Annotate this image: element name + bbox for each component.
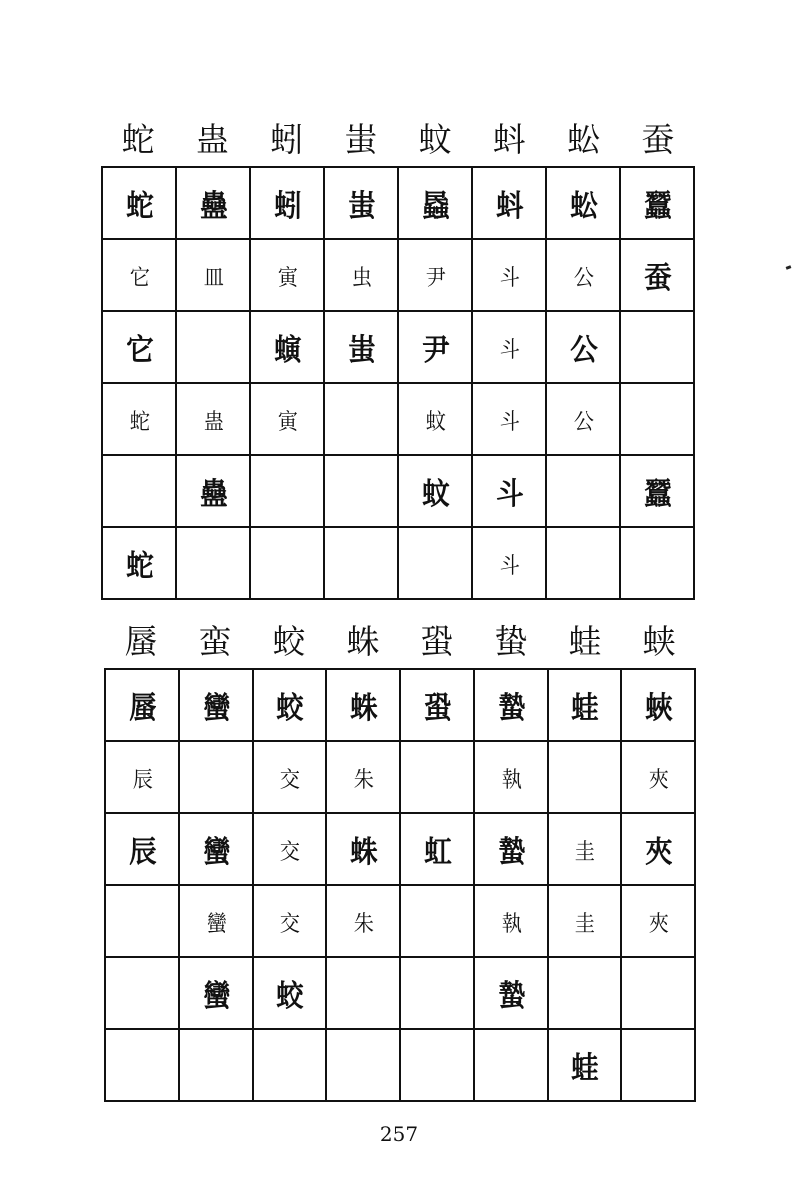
glyph-cell bbox=[102, 167, 176, 239]
ancient-glyph: 它 bbox=[126, 333, 152, 368]
ancient-glyph: 執 bbox=[501, 911, 520, 937]
glyph-cell bbox=[179, 885, 253, 957]
glyph-cell bbox=[250, 383, 324, 455]
column-header: 蛙 bbox=[568, 622, 602, 661]
glyph-cell bbox=[250, 455, 324, 527]
glyph-cell bbox=[250, 527, 324, 599]
glyph-cell bbox=[179, 741, 253, 813]
glyph-cell bbox=[179, 813, 253, 885]
ancient-glyph: 蛛 bbox=[350, 691, 377, 726]
glyph-cell bbox=[400, 741, 474, 813]
ancient-glyph: 尹 bbox=[425, 265, 445, 291]
glyph-cell bbox=[176, 455, 250, 527]
column-header: 蛱 bbox=[642, 622, 676, 661]
ancient-glyph: 蠻 bbox=[202, 691, 229, 726]
ancient-glyph: 圭 bbox=[575, 839, 594, 865]
glyph-cell bbox=[472, 527, 546, 599]
ancient-glyph: 蚣 bbox=[570, 189, 596, 224]
table-row bbox=[102, 311, 694, 383]
column-header: 蚩 bbox=[344, 120, 378, 159]
glyph-cell bbox=[324, 167, 398, 239]
ancient-glyph: 蛟 bbox=[276, 691, 303, 726]
glyph-cell bbox=[620, 239, 694, 311]
ancient-glyph: 蛛 bbox=[350, 835, 377, 870]
table-row bbox=[102, 383, 694, 455]
ancient-glyph: 蟄 bbox=[497, 835, 524, 870]
ancient-glyph: 蠶 bbox=[644, 477, 670, 512]
ancient-glyph: 斗 bbox=[496, 477, 522, 512]
ancient-glyph: 蟄 bbox=[497, 979, 524, 1014]
glyph-cell bbox=[620, 527, 694, 599]
glyph-cell bbox=[253, 957, 327, 1029]
glyph-cell bbox=[621, 813, 695, 885]
ancient-glyph: 寅 bbox=[277, 265, 297, 291]
glyph-cell bbox=[400, 813, 474, 885]
glyph-cell bbox=[474, 813, 548, 885]
table-row bbox=[105, 741, 695, 813]
glyph-cell bbox=[474, 957, 548, 1029]
column-header: 蚕 bbox=[641, 120, 675, 159]
ancient-glyph: 皿 bbox=[203, 265, 223, 291]
column-header: 蜃 bbox=[124, 622, 158, 661]
ancient-glyph: 蠻 bbox=[202, 979, 229, 1014]
top-header-row bbox=[101, 118, 695, 166]
glyph-cell bbox=[398, 455, 472, 527]
glyph-cell bbox=[176, 167, 250, 239]
ancient-glyph: 公 bbox=[570, 333, 596, 368]
glyph-cell bbox=[546, 167, 620, 239]
ancient-glyph: 斗 bbox=[499, 265, 519, 291]
glyph-cell bbox=[102, 383, 176, 455]
glyph-cell bbox=[324, 527, 398, 599]
column-header: 蛛 bbox=[346, 622, 380, 661]
ancient-glyph: 斗 bbox=[499, 337, 519, 363]
ancient-glyph: 斗 bbox=[499, 409, 519, 435]
glyph-cell bbox=[400, 957, 474, 1029]
glyph-cell bbox=[253, 741, 327, 813]
glyph-cell bbox=[400, 669, 474, 741]
glyph-cell bbox=[253, 1029, 327, 1101]
ancient-glyph: 蚓 bbox=[274, 189, 300, 224]
glyph-cell bbox=[621, 885, 695, 957]
glyph-cell bbox=[548, 957, 622, 1029]
page-number: 257 bbox=[379, 1122, 419, 1146]
glyph-cell bbox=[176, 383, 250, 455]
ancient-glyph: 朱 bbox=[353, 767, 373, 793]
glyph-cell bbox=[548, 1029, 622, 1101]
column-header: 蛟 bbox=[272, 622, 306, 661]
ancient-glyph: 蠻 bbox=[206, 911, 225, 937]
column-header: 蛮 bbox=[198, 622, 232, 661]
ancient-glyph: 朱 bbox=[353, 911, 373, 937]
ancient-glyph: 它 bbox=[129, 265, 149, 291]
glyph-cell bbox=[620, 167, 694, 239]
glyph-cell bbox=[620, 383, 694, 455]
glyph-cell bbox=[250, 239, 324, 311]
glyph-cell bbox=[253, 669, 327, 741]
glyph-cell bbox=[472, 311, 546, 383]
ancient-glyph: 蛩 bbox=[423, 691, 450, 726]
glyph-cell bbox=[326, 885, 400, 957]
ancient-glyph: 圭 bbox=[575, 911, 594, 937]
glyph-cell bbox=[179, 1029, 253, 1101]
ancient-glyph: 蟄 bbox=[497, 691, 524, 726]
glyph-cell bbox=[105, 1029, 179, 1101]
glyph-cell bbox=[621, 1029, 695, 1101]
ancient-glyph: 辰 bbox=[128, 835, 155, 870]
ancient-glyph: 蛇 bbox=[129, 409, 149, 435]
glyph-cell bbox=[398, 311, 472, 383]
ancient-glyph: 蛟 bbox=[276, 979, 303, 1014]
glyph-cell bbox=[253, 813, 327, 885]
glyph-cell bbox=[102, 527, 176, 599]
ancient-glyph: 蠱 bbox=[200, 477, 226, 512]
glyph-cell bbox=[326, 813, 400, 885]
table-row bbox=[105, 669, 695, 741]
glyph-cell bbox=[176, 527, 250, 599]
ancient-glyph: 夾 bbox=[648, 767, 668, 793]
glyph-cell bbox=[398, 239, 472, 311]
bottom-header-row bbox=[104, 620, 696, 668]
column-header: 蚓 bbox=[270, 120, 304, 159]
table-row bbox=[102, 527, 694, 599]
glyph-cell bbox=[474, 1029, 548, 1101]
glyph-cell bbox=[546, 311, 620, 383]
table-row bbox=[105, 1029, 695, 1101]
column-header: 蛩 bbox=[420, 622, 454, 661]
table-row bbox=[105, 885, 695, 957]
glyph-cell bbox=[474, 669, 548, 741]
ancient-glyph: 蠻 bbox=[202, 835, 229, 870]
glyph-cell bbox=[102, 311, 176, 383]
column-header: 蚣 bbox=[567, 120, 601, 159]
glyph-cell bbox=[474, 885, 548, 957]
glyph-cell bbox=[474, 741, 548, 813]
glyph-cell bbox=[548, 813, 622, 885]
ancient-glyph: 蛙 bbox=[571, 1051, 598, 1086]
ancient-glyph: 蚊 bbox=[422, 477, 448, 512]
glyph-cell bbox=[326, 957, 400, 1029]
glyph-cell bbox=[324, 239, 398, 311]
glyph-cell bbox=[398, 383, 472, 455]
ancient-glyph: 公 bbox=[573, 265, 593, 291]
glyph-cell bbox=[176, 311, 250, 383]
ancient-glyph: 蚊 bbox=[425, 409, 445, 435]
glyph-cell bbox=[105, 741, 179, 813]
glyph-cell bbox=[105, 669, 179, 741]
ancient-glyph: 蚩 bbox=[348, 333, 374, 368]
glyph-cell bbox=[326, 1029, 400, 1101]
glyph-cell bbox=[548, 885, 622, 957]
glyph-cell bbox=[620, 311, 694, 383]
ancient-glyph: 蠶 bbox=[644, 189, 670, 224]
ancient-glyph: 螾 bbox=[274, 333, 300, 368]
glyph-cell bbox=[620, 455, 694, 527]
ancient-glyph: 執 bbox=[501, 767, 520, 793]
ancient-glyph: 交 bbox=[280, 767, 299, 793]
glyph-cell bbox=[250, 167, 324, 239]
column-header: 蚊 bbox=[418, 120, 452, 159]
ancient-glyph: 交 bbox=[280, 839, 299, 865]
glyph-cell bbox=[400, 885, 474, 957]
glyph-cell bbox=[472, 455, 546, 527]
ancient-glyph: 蚩 bbox=[348, 189, 374, 224]
ancient-glyph: 蛊 bbox=[203, 409, 223, 435]
glyph-cell bbox=[326, 741, 400, 813]
table-row bbox=[102, 167, 694, 239]
ancient-glyph: 蛇 bbox=[126, 549, 152, 584]
ancient-glyph: 蠱 bbox=[200, 189, 226, 224]
glyph-cell bbox=[102, 239, 176, 311]
column-header: 蛊 bbox=[195, 120, 229, 159]
ancient-glyph: 蛇 bbox=[126, 189, 152, 224]
ancient-glyph: 虫 bbox=[351, 265, 371, 291]
ancient-glyph: 斗 bbox=[499, 553, 519, 579]
ancient-glyph: 蛺 bbox=[645, 691, 672, 726]
ancient-glyph: 寅 bbox=[277, 409, 297, 435]
glyph-cell bbox=[400, 1029, 474, 1101]
ancient-glyph: 夾 bbox=[645, 835, 672, 870]
column-header: 蛰 bbox=[494, 622, 528, 661]
stray-mark bbox=[786, 265, 792, 270]
glyph-cell bbox=[472, 383, 546, 455]
glyph-cell bbox=[621, 741, 695, 813]
ancient-glyph: 蜃 bbox=[128, 691, 155, 726]
glyph-cell bbox=[105, 957, 179, 1029]
ancient-glyph: 虹 bbox=[423, 835, 450, 870]
glyph-cell bbox=[621, 669, 695, 741]
glyph-cell bbox=[398, 167, 472, 239]
top-character-section bbox=[101, 118, 695, 600]
ancient-glyph: 交 bbox=[280, 911, 299, 937]
glyph-cell bbox=[324, 311, 398, 383]
glyph-cell bbox=[621, 957, 695, 1029]
column-header: 蚪 bbox=[492, 120, 526, 159]
glyph-cell bbox=[105, 885, 179, 957]
glyph-cell bbox=[105, 813, 179, 885]
table-row bbox=[105, 957, 695, 1029]
glyph-cell bbox=[546, 239, 620, 311]
ancient-glyph: 辰 bbox=[132, 767, 152, 793]
ancient-glyph: 蟁 bbox=[422, 189, 448, 224]
glyph-cell bbox=[324, 383, 398, 455]
glyph-cell bbox=[546, 455, 620, 527]
table-row bbox=[102, 455, 694, 527]
bottom-glyph-table bbox=[104, 668, 696, 1102]
top-glyph-table bbox=[101, 166, 695, 600]
glyph-cell bbox=[546, 527, 620, 599]
ancient-glyph: 夾 bbox=[648, 911, 668, 937]
table-row bbox=[105, 813, 695, 885]
glyph-cell bbox=[324, 455, 398, 527]
glyph-cell bbox=[102, 455, 176, 527]
glyph-cell bbox=[250, 311, 324, 383]
glyph-cell bbox=[548, 741, 622, 813]
column-header: 蛇 bbox=[121, 120, 155, 159]
glyph-cell bbox=[472, 239, 546, 311]
table-row bbox=[102, 239, 694, 311]
glyph-cell bbox=[548, 669, 622, 741]
glyph-cell bbox=[176, 239, 250, 311]
ancient-glyph: 尹 bbox=[422, 333, 448, 368]
ancient-glyph: 蚪 bbox=[496, 189, 522, 224]
ancient-glyph: 蛙 bbox=[571, 691, 598, 726]
glyph-cell bbox=[546, 383, 620, 455]
ancient-glyph: 公 bbox=[573, 409, 593, 435]
bottom-character-section bbox=[104, 620, 696, 1102]
glyph-cell bbox=[179, 957, 253, 1029]
glyph-cell bbox=[253, 885, 327, 957]
glyph-cell bbox=[472, 167, 546, 239]
ancient-glyph: 蚕 bbox=[644, 261, 670, 296]
glyph-cell bbox=[398, 527, 472, 599]
glyph-cell bbox=[326, 669, 400, 741]
glyph-cell bbox=[179, 669, 253, 741]
